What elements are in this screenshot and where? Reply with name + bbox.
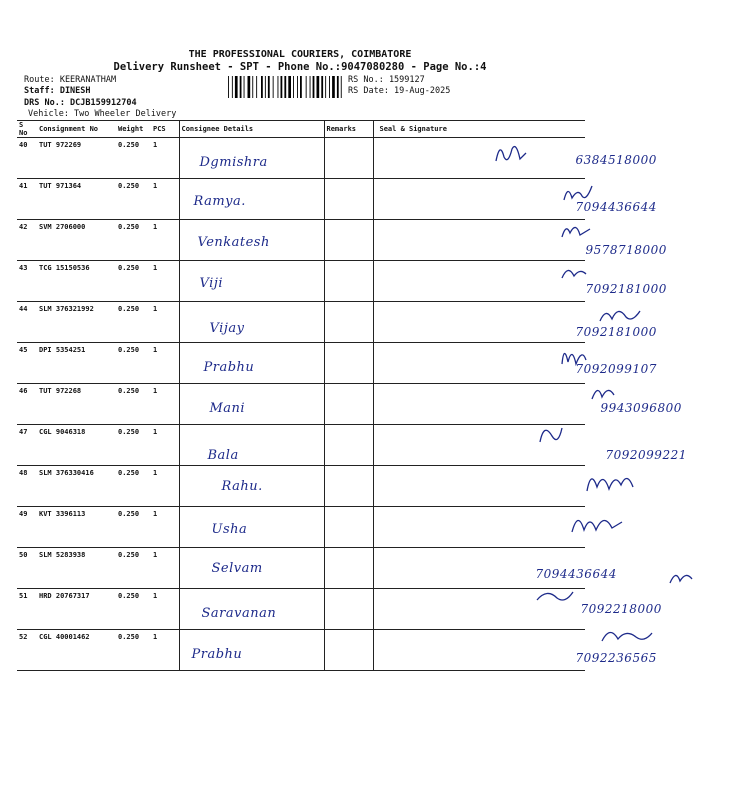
col-sno: S No xyxy=(17,121,37,138)
weight-cell xyxy=(116,138,151,179)
consignment-number: CGL 9046318 xyxy=(39,428,86,436)
seal-cell xyxy=(373,589,662,630)
signature-scribble xyxy=(566,508,646,538)
pcs-cell xyxy=(151,425,179,466)
consignment-cell xyxy=(37,548,116,589)
consignment-number: SLM 376321992 xyxy=(39,305,94,313)
pcs-cell xyxy=(151,384,179,425)
sno: 45 xyxy=(19,346,28,354)
consignment-number: TUT 972268 xyxy=(39,387,82,395)
col-consignment: Consignment No xyxy=(37,121,116,138)
sno: 48 xyxy=(19,469,28,477)
table-row xyxy=(17,507,585,548)
weight-cell xyxy=(116,179,151,220)
sno: 41 xyxy=(19,182,28,190)
consignee-handwriting: Mani xyxy=(209,401,246,416)
weight-cell xyxy=(116,261,151,302)
consignment-cell xyxy=(37,425,116,466)
consignment-number: SVM 2706000 xyxy=(39,223,86,231)
seal-phone-handwriting: 7092236565 xyxy=(575,651,657,665)
consignment-number: SLM 376330416 xyxy=(39,469,94,477)
pcs-cell xyxy=(151,138,179,179)
consignment-cell xyxy=(37,630,116,671)
remarks-cell xyxy=(324,507,373,548)
col-seal: Seal & Signature xyxy=(373,121,585,138)
sno: 47 xyxy=(19,428,28,436)
consignee-cell xyxy=(179,466,324,507)
signature-scribble xyxy=(596,623,676,653)
staff-info: Staff: DINESH xyxy=(24,86,91,96)
sno-cell xyxy=(17,384,37,425)
sno-cell xyxy=(17,589,37,630)
sno-cell xyxy=(17,179,37,220)
consignee-handwriting: Vijay xyxy=(209,321,245,336)
runsheet-table xyxy=(17,120,687,671)
remarks-cell xyxy=(324,425,373,466)
consignee-cell xyxy=(179,179,324,220)
consignment-cell xyxy=(37,220,116,261)
sno-cell xyxy=(17,425,37,466)
barcode xyxy=(228,76,344,98)
remarks-cell xyxy=(324,589,373,630)
pcs-cell xyxy=(151,302,179,343)
remarks-cell xyxy=(324,302,373,343)
seal-cell xyxy=(373,138,657,179)
pcs-cell xyxy=(151,466,179,507)
pcs-cell xyxy=(151,343,179,384)
weight-cell xyxy=(116,466,151,507)
col-weight: Weight xyxy=(116,121,151,138)
seal-cell xyxy=(373,302,657,343)
sno-cell xyxy=(17,302,37,343)
seal-cell xyxy=(373,507,585,548)
consignee-cell xyxy=(179,302,324,343)
table-row xyxy=(17,548,585,589)
consignment-number: HRD 20767317 xyxy=(39,592,90,600)
consignment-cell xyxy=(37,466,116,507)
signature-scribble xyxy=(536,420,616,450)
weight: 0.250 xyxy=(118,469,140,477)
weight: 0.250 xyxy=(118,551,140,559)
consignee-cell xyxy=(179,384,324,425)
rs-info xyxy=(348,75,450,97)
seal-cell xyxy=(373,343,657,384)
pcs: 1 xyxy=(153,305,158,313)
consignee-cell xyxy=(179,261,324,302)
weight: 0.250 xyxy=(118,633,140,641)
weight: 0.250 xyxy=(118,346,140,354)
weight-cell xyxy=(116,630,151,671)
weight: 0.250 xyxy=(118,387,140,395)
weight-cell xyxy=(116,343,151,384)
consignment-cell xyxy=(37,179,116,220)
seal-phone-handwriting: 6384518000 xyxy=(575,153,657,167)
table-row xyxy=(17,138,585,179)
consignment-number: CGL 40001462 xyxy=(39,633,90,641)
consignment-cell xyxy=(37,507,116,548)
remarks-cell xyxy=(324,384,373,425)
weight: 0.250 xyxy=(118,182,140,190)
pcs: 1 xyxy=(153,264,158,272)
pcs: 1 xyxy=(153,428,158,436)
seal-cell xyxy=(373,220,667,261)
weight: 0.250 xyxy=(118,264,140,272)
sno-cell xyxy=(17,507,37,548)
consignee-handwriting: Venkatesh xyxy=(197,235,270,250)
remarks-cell xyxy=(324,466,373,507)
sno: 49 xyxy=(19,510,28,518)
weight: 0.250 xyxy=(118,428,140,436)
consignment-number: TUT 972269 xyxy=(39,141,82,149)
consignee-cell xyxy=(179,343,324,384)
consignee-handwriting: Selvam xyxy=(211,561,263,576)
table-row xyxy=(17,589,585,630)
seal-phone-handwriting: 7092181000 xyxy=(585,282,667,296)
pcs: 1 xyxy=(153,633,158,641)
weight: 0.250 xyxy=(118,141,140,149)
table-row xyxy=(17,302,585,343)
pcs: 1 xyxy=(153,223,158,231)
weight-cell xyxy=(116,302,151,343)
consignee-handwriting: Saravanan xyxy=(201,606,277,621)
sno-cell xyxy=(17,138,37,179)
sno: 52 xyxy=(19,633,28,641)
seal-phone-handwriting: 7092218000 xyxy=(580,602,662,616)
consignee-handwriting: Prabhu xyxy=(203,360,255,375)
company-title: THE PROFESSIONAL COURIERS, COIMBATORE xyxy=(188,49,412,60)
sno: 50 xyxy=(19,551,28,559)
signature-scribble xyxy=(581,467,661,497)
pcs: 1 xyxy=(153,551,158,559)
pcs-cell xyxy=(151,261,179,302)
sno: 46 xyxy=(19,387,28,395)
weight-cell xyxy=(116,384,151,425)
sno-cell xyxy=(17,466,37,507)
pcs: 1 xyxy=(153,387,158,395)
seal-phone-handwriting: 7094436644 xyxy=(575,200,657,214)
consignment-cell xyxy=(37,138,116,179)
signature-scribble xyxy=(666,563,746,593)
col-pcs: PCS xyxy=(151,121,179,138)
consignment-number: SLM 5283938 xyxy=(39,551,86,559)
route-info: Route: KEERANATHAM xyxy=(24,75,117,85)
seal-phone-handwriting: 7092099221 xyxy=(605,448,687,462)
consignee-handwriting: Ramya. xyxy=(193,194,246,209)
table-row xyxy=(17,179,585,220)
seal-cell xyxy=(373,548,617,589)
col-remarks: Remarks xyxy=(324,121,373,138)
remarks-cell xyxy=(324,548,373,589)
table-row xyxy=(17,220,585,261)
weight-cell xyxy=(116,507,151,548)
seal-phone-handwriting: 9943096800 xyxy=(600,401,682,415)
table-row xyxy=(17,425,585,466)
table-row xyxy=(17,343,585,384)
weight: 0.250 xyxy=(118,592,140,600)
remarks-cell xyxy=(324,630,373,671)
consignee-handwriting: Rahu. xyxy=(221,479,263,494)
weight-cell xyxy=(116,220,151,261)
col-consignee: Consignee Details xyxy=(179,121,324,138)
consignee-handwriting: Bala xyxy=(207,448,239,463)
runsheet-subtitle: Delivery Runsheet - SPT - Phone No.:9047080280 - Page No.:4 xyxy=(113,61,487,73)
pcs: 1 xyxy=(153,510,158,518)
consignee-cell xyxy=(179,548,324,589)
consignee-handwriting: Usha xyxy=(211,522,248,537)
consignee-cell xyxy=(179,425,324,466)
table-row xyxy=(17,466,585,507)
seal-phone-handwriting: 7094436644 xyxy=(535,567,617,581)
consignee-handwriting: Viji xyxy=(199,276,224,291)
table-row xyxy=(17,630,585,671)
table-header-row xyxy=(17,121,585,138)
sno: 43 xyxy=(19,264,28,272)
seal-cell xyxy=(373,466,585,507)
sno: 42 xyxy=(19,223,28,231)
sno: 40 xyxy=(19,141,28,149)
rs-date: RS Date: 19-Aug-2025 xyxy=(348,86,451,96)
consignment-number: KVT 3396113 xyxy=(39,510,86,518)
consignee-handwriting: Prabhu xyxy=(191,647,243,662)
consignment-cell xyxy=(37,302,116,343)
pcs-cell xyxy=(151,179,179,220)
weight: 0.250 xyxy=(118,305,140,313)
remarks-cell xyxy=(324,261,373,302)
pcs-cell xyxy=(151,589,179,630)
seal-cell xyxy=(373,425,687,466)
seal-phone-handwriting: 7092181000 xyxy=(575,325,657,339)
seal-cell xyxy=(373,261,667,302)
consignment-cell xyxy=(37,384,116,425)
remarks-cell xyxy=(324,343,373,384)
weight-cell xyxy=(116,548,151,589)
pcs-cell xyxy=(151,548,179,589)
pcs: 1 xyxy=(153,346,158,354)
consignment-number: TUT 971364 xyxy=(39,182,82,190)
weight: 0.250 xyxy=(118,510,140,518)
pcs-cell xyxy=(151,630,179,671)
sno-cell xyxy=(17,220,37,261)
signature-scribble xyxy=(486,139,566,169)
seal-cell xyxy=(373,384,682,425)
sno-cell xyxy=(17,548,37,589)
rs-number: RS No.: 1599127 xyxy=(348,75,425,85)
pcs: 1 xyxy=(153,182,158,190)
consignee-cell xyxy=(179,220,324,261)
table-row xyxy=(17,384,585,425)
sno-cell xyxy=(17,343,37,384)
remarks-cell xyxy=(324,220,373,261)
consignee-handwriting: Dgmishra xyxy=(199,155,268,170)
seal-phone-handwriting: 9578718000 xyxy=(585,243,667,257)
seal-cell xyxy=(373,630,657,671)
consignee-cell xyxy=(179,630,324,671)
pcs-cell xyxy=(151,220,179,261)
pcs: 1 xyxy=(153,592,158,600)
consignee-cell xyxy=(179,589,324,630)
weight: 0.250 xyxy=(118,223,140,231)
consignee-cell xyxy=(179,138,324,179)
consignment-number: DPI 5354251 xyxy=(39,346,86,354)
vehicle-info: Vehicle: Two Wheeler Delivery xyxy=(28,109,177,119)
sno: 51 xyxy=(19,592,28,600)
consignment-cell xyxy=(37,589,116,630)
sno-cell xyxy=(17,261,37,302)
drs-number: DRS No.: DCJB159912704 xyxy=(24,98,137,108)
seal-phone-handwriting: 7092099107 xyxy=(575,362,657,376)
consignment-cell xyxy=(37,261,116,302)
sno: 44 xyxy=(19,305,28,313)
table-row xyxy=(17,261,585,302)
weight-cell xyxy=(116,589,151,630)
pcs: 1 xyxy=(153,469,158,477)
remarks-cell xyxy=(324,179,373,220)
consignee-cell xyxy=(179,507,324,548)
pcs: 1 xyxy=(153,141,158,149)
weight-cell xyxy=(116,425,151,466)
pcs-cell xyxy=(151,507,179,548)
consignment-cell xyxy=(37,343,116,384)
seal-cell xyxy=(373,179,657,220)
sno-cell xyxy=(17,630,37,671)
remarks-cell xyxy=(324,138,373,179)
consignment-number: TCG 15150536 xyxy=(39,264,90,272)
